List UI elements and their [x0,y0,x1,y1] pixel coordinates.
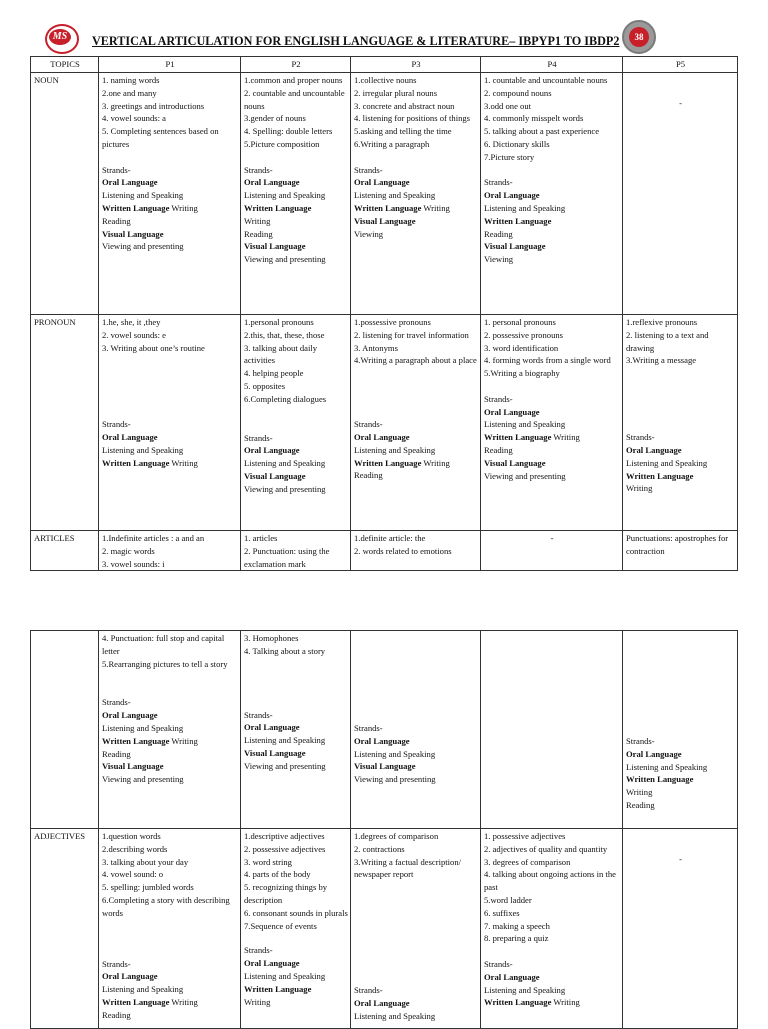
p2-cell [241,829,351,1029]
cell-line: Viewing [484,254,514,265]
cell-line: Viewing and presenting [354,774,436,785]
cell-line: - [679,98,682,108]
cell-line: Listening and Speaking [354,190,436,201]
cell-line: Reading [354,470,383,481]
cell-line: 2. words related to emotions [354,545,452,556]
cell-line: 3. vowel sounds: i [102,558,165,569]
cell-line: 3. word identification [484,342,559,353]
cell-line: Written Language Writing [484,997,580,1008]
p1-cell [99,829,241,1029]
cell-line: Oral Language [244,958,300,969]
cell-line: Strands- [102,697,131,708]
cell-line: 1.collective nouns [354,75,417,85]
cell-line: 4. forming words from a single word [484,355,611,366]
cell-line: 4. vowel sound: o [102,869,164,880]
p4-cell [481,829,623,1029]
cell-line [484,380,620,393]
cell-line: 3.Writing a factual description/ newspaper report [354,856,462,880]
p2-topics [244,632,348,658]
cell-line: 2. listening to a text and drawing [626,329,709,353]
cell-line: 5. opposites [244,380,286,391]
cell-line: 6. Dictionary skills [484,138,550,149]
topic-cell: PRONOUN [31,315,99,531]
cell-line: 7. making a speech [484,920,550,931]
cell-line: 1.common and proper nouns [244,75,343,85]
cell-line: 6. suffixes [484,907,520,918]
cell-line: Viewing and presenting [244,760,326,771]
cell-line: Strands- [244,945,273,956]
cell-line: 2. listening for travel information [354,329,469,340]
cell-line: 4. parts of the body [244,869,311,880]
cell-line: Reading [102,748,131,759]
p3-cell [351,73,481,315]
cell-line: Viewing and presenting [244,254,326,265]
cell-line: Visual Language [244,241,306,252]
cell-line: 4. talking about ongoing actions in the past [484,869,616,893]
cell-line: Writing [244,996,271,1007]
cell-line: 5. recognizing things by description [244,882,328,905]
cell-line: 3. word string [244,856,292,867]
p3-topics [354,830,478,881]
column-header-p5: P5 [623,57,738,73]
p2-strands [244,944,348,1008]
p2-cell [241,531,351,571]
p2-cell [241,73,351,315]
cell-line: 6. consonant sounds in plurals [244,907,348,918]
cell-line: Reading [626,799,655,810]
cell-line: 3. talking about your day [102,856,189,867]
cell-line: Visual Language [484,241,546,252]
cell-line: 2. irregular plural nouns [354,87,438,98]
cell-line: Written Language Writing [484,432,580,443]
cell-line: 3. concrete and abstract noun [354,100,455,111]
cell-line: 7.Sequence of events [244,920,317,931]
cell-line: 5.word ladder [484,894,532,905]
cell-line: Listening and Speaking [102,444,184,455]
cell-line: 4. Spelling: double letters [244,126,333,137]
cell-line: Written Language Writing [102,735,198,746]
cell-line: 2. possessive pronouns [484,329,564,340]
cell-line: Written Language [244,202,312,213]
cell-line: Strands- [626,736,655,746]
p5-cell [623,73,738,315]
p5-cell [623,531,738,571]
cell-line: 8. preparing a quiz [484,933,549,944]
cell-line: Oral Language [354,997,410,1008]
school-logo-text: MS [49,29,71,45]
cell-line: 1. articles [244,533,278,543]
column-header-p1: P1 [99,57,241,73]
school-logo [45,24,79,54]
cell-line: 4. commonly misspelt words [484,113,584,124]
cell-line: Oral Language [102,432,158,443]
anniversary-seal [622,20,656,54]
p1-topics [102,316,238,354]
p2-cell [241,315,351,531]
cell-line: Oral Language [354,177,410,188]
cell-line: Viewing and presenting [244,483,326,494]
cell-line: Reading [484,444,513,455]
cell-line: Strands- [484,958,513,969]
cell-line: 4. helping people [244,368,304,379]
cell-line: 1.degrees of comparison [354,831,439,841]
cell-line: Strands- [244,709,273,720]
cell-line: Listening and Speaking [244,190,326,201]
cell-line: Oral Language [354,431,410,442]
column-header-p2: P2 [241,57,351,73]
cell-line: Strands- [484,393,513,404]
p3-strands [354,984,478,1022]
cell-line: Strands- [354,985,383,996]
cell-line: 3.gender of nouns [244,113,306,124]
cell-line: 2. adjectives of quality and quantity [484,843,608,854]
table-row-noun [31,73,738,315]
cell-line: 1. possessive adjectives [484,831,566,841]
cell-line: 7.Picture story [484,151,535,162]
cell-line: Writing [244,215,271,226]
table-header-row [31,57,738,73]
p1-cell [99,631,241,829]
p2-cell [241,631,351,829]
cell-line: 2. contractions [354,843,405,854]
cell-line: Listening and Speaking [484,202,566,213]
topic-cell [31,631,99,829]
cell-line: Viewing [354,228,384,239]
p1-strands [102,696,238,786]
cell-line: Listening and Speaking [626,761,708,772]
cell-line: Reading [484,228,513,239]
cell-line: 5.Writing a biography [484,368,560,379]
cell-line: 3.Writing a message [626,355,697,366]
cell-line: 5.asking and telling the time [354,126,452,137]
cell-line: 2. possessive adjectives [244,843,326,854]
cell-line: Strands- [354,723,383,733]
cell-line: 5. talking about a past experience [484,126,600,137]
cell-line: 2. compound nouns [484,87,552,98]
cell-line: Writing [626,483,653,494]
document-title: VERTICAL ARTICULATION FOR ENGLISH LANGUAGE & LITERATURE– IBPYP1 TO IBDP2 [92,34,620,48]
cell-line: Oral Language [626,444,682,455]
p1-cell [99,73,241,315]
cell-line: Visual Language [354,215,416,226]
p1-cell [99,315,241,531]
cell-line: Listening and Speaking [354,1010,436,1021]
cell-line: 1.he, she, it ,they [102,317,161,327]
cell-line: Oral Language [626,748,682,759]
table-row-adjectives [31,829,738,1029]
p4-cell [481,73,623,315]
cell-line: Written Language [626,470,694,481]
p3-topics [354,316,478,367]
cell-line: Written Language Writing [354,457,450,468]
cell-line: Visual Language [354,761,416,772]
articulation-table-page-1 [30,56,738,571]
cell-line: Viewing and presenting [102,774,184,785]
cell-line: 5.Picture composition [244,138,320,149]
cell-line: Visual Language [102,228,164,239]
cell-line: 6.Completing dialogues [244,393,327,404]
p4-cell [481,315,623,531]
p2-topics [244,316,348,406]
p5-strands [626,735,735,812]
p3-cell [351,315,481,531]
cell-line: Listening and Speaking [102,190,184,201]
cell-line: Written Language Writing [102,457,198,468]
p3-strands [354,418,478,482]
p2-strands [244,432,348,496]
cell-line: 4.Writing a paragraph about a place [354,355,477,366]
cell-line: 1.question words [102,831,161,841]
cell-line: Reading [244,228,273,239]
cell-line: Written Language [244,983,312,994]
p2-topics [244,830,348,932]
cell-line: 2.this, that, these, those [244,329,325,340]
cell-line: Oral Language [102,177,158,188]
cell-line: 2. Punctuation: using the exclamation mark [244,545,330,569]
p3-strands [354,722,478,786]
cell-line: Strands- [484,177,513,188]
topic-cell: ADJECTIVES [31,829,99,1029]
cell-line: 1.possessive pronouns [354,317,431,327]
cell-line: Visual Language [244,470,306,481]
cell-line: 3. talking about daily activities [244,342,318,366]
cell-line: 1.Indefinite articles : a and an [102,533,205,543]
cell-line: Visual Language [102,761,164,772]
cell-line: Written Language [484,215,552,226]
p5-cell [623,631,738,829]
cell-line: Strands- [354,164,383,175]
cell-line [484,945,620,958]
cell-line: Oral Language [484,190,540,201]
cell-line: 2.one and many [102,87,157,98]
cell-line: Oral Language [484,406,540,417]
p5-cell [623,829,738,1029]
cell-line: Writing [626,787,653,798]
anniversary-seal-text: 38 [629,27,649,47]
cell-line: 6.Writing a paragraph [354,138,430,149]
cell-line: 4. Punctuation: full stop and capital letter [102,633,225,656]
cell-line: Oral Language [354,735,410,746]
cell-line: 1.personal pronouns [244,317,314,327]
topic-cell: ARTICLES [31,531,99,571]
page-header [0,0,768,56]
cell-line: Strands- [354,419,383,430]
cell-line: Reading [102,1009,131,1020]
p5-topics [626,316,735,367]
cell-line: Reading [102,215,131,226]
cell-line: Strands- [102,419,131,430]
cell-line: Punctuations: apostrophes for contraction [626,533,729,556]
cell-line: Written Language Writing [354,202,450,213]
cell-line: 4. vowel sounds: a [102,113,166,124]
p1-topics [102,830,238,920]
cell-line: 4. Talking about a story [244,645,326,656]
cell-line: Listening and Speaking [354,748,436,759]
p1-cell [99,531,241,571]
cell-line [484,164,620,177]
cell-line: Strands- [626,432,655,443]
p5-strands [626,431,735,495]
cell-line [354,151,478,164]
p4-cell [481,631,623,829]
cell-line: Viewing and presenting [102,241,184,252]
cell-line: Viewing and presenting [484,470,566,481]
cell-line: 2. countable and uncountable nouns [244,87,345,111]
cell-line: Listening and Speaking [244,970,326,981]
cell-line: Oral Language [244,177,300,188]
cell-line: 5. Completing sentences based on pictures [102,126,219,149]
p4-cell [481,531,623,571]
p1-strands [102,958,238,1022]
cell-line: 2. magic words [102,545,155,556]
cell-line: Strands- [244,432,273,443]
cell-line: 3. Antonyms [354,342,398,353]
cell-line: 5.Rearranging pictures to tell a story [102,658,228,669]
cell-line: Strands- [244,164,273,175]
cell-line: 3. Writing about one’s routine [102,342,205,353]
cell-line: 4. listening for positions of things [354,113,471,124]
articulation-table-page-2 [30,630,738,1029]
cell-line: 1.reflexive pronouns [626,317,698,327]
cell-line: Written Language Writing [102,996,198,1007]
cell-line: Listening and Speaking [244,735,326,746]
cell-line: Oral Language [244,722,300,733]
cell-line: Strands- [102,164,131,175]
cell-line: 2. vowel sounds: e [102,329,166,340]
cell-line: 1. naming words [102,75,160,85]
cell-line: 1. personal pronouns [484,317,556,327]
cell-line: Listening and Speaking [102,984,184,995]
cell-line: Strands- [102,958,131,969]
cell-line: Listening and Speaking [102,722,184,733]
column-header-p3: P3 [351,57,481,73]
column-header-p4: P4 [481,57,623,73]
cell-line: Oral Language [484,971,540,982]
topic-cell: NOUN [31,73,99,315]
column-header-topics: TOPICS [31,57,99,73]
p1-topics [102,632,238,670]
p1-strands [102,418,238,469]
cell-line: Listening and Speaking [484,419,566,430]
table-row-articles-continued [31,631,738,829]
cell-line [244,151,348,164]
cell-line: 1. countable and uncountable nouns [484,75,608,85]
cell-line: Listening and Speaking [626,457,708,468]
cell-line: 1.definite article: the [354,533,426,543]
table-row-articles [31,531,738,571]
cell-line [102,151,238,164]
cell-line: 3. greetings and introductions [102,100,205,111]
p3-cell [351,829,481,1029]
p5-cell [623,315,738,531]
cell-line: Oral Language [102,971,158,982]
table-row-pronoun [31,315,738,531]
cell-line: Oral Language [244,445,300,456]
p3-cell [351,531,481,571]
cell-line: Listening and Speaking [354,444,436,455]
cell-line: Written Language [626,774,694,785]
cell-line: 6.Completing a story with describing words [102,894,230,918]
cell-line: 3. Homophones [244,633,299,643]
cell-line: Visual Language [484,457,546,468]
cell-line: 5. spelling: jumbled words [102,882,194,893]
cell-line: 2.describing words [102,843,168,854]
cell-line: Oral Language [102,710,158,721]
cell-line: - [550,533,554,543]
cell-line: 1.descriptive adjectives [244,831,325,841]
cell-line: Listening and Speaking [484,984,566,995]
p3-cell [351,631,481,829]
cell-line: Written Language Writing [102,202,198,213]
cell-line: 3. degrees of comparison [484,856,571,867]
cell-line: 3.odd one out [484,100,532,111]
cell-line: - [679,854,682,864]
p2-strands [244,709,348,773]
cell-line: Listening and Speaking [244,458,326,469]
cell-line: Visual Language [244,747,306,758]
